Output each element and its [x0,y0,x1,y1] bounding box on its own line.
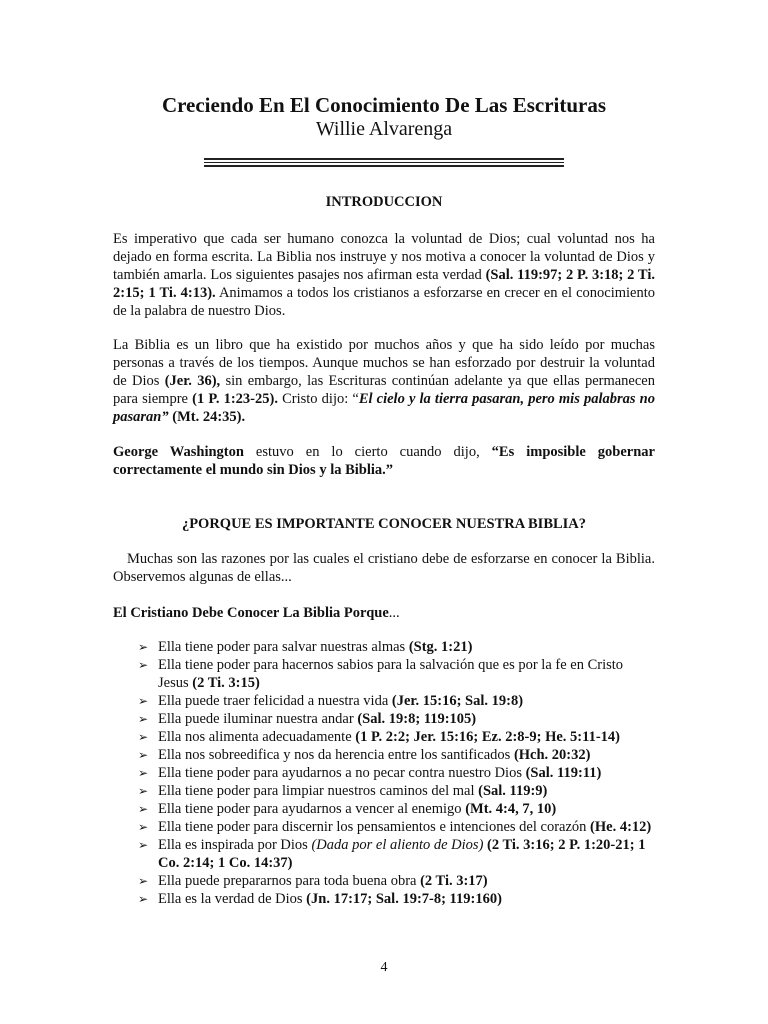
list-item-note: (Dada por el aliento de Dios) [311,837,484,853]
list-item [138,764,656,782]
scripture-reference: (He. 4:12) [590,819,652,835]
scripture-reference: (2 Ti. 3:15) [192,675,260,691]
arrow-bullet-icon: ➢ [138,748,149,762]
list-item [138,836,656,872]
list-item-text: Ella tiene poder para hacernos sabios para la salvación que es por la fe en Cristo Jesus [158,657,624,691]
list-item [138,728,656,746]
arrow-bullet-icon: ➢ [138,838,149,852]
list-item-text: Ella es inspirada por Dios [158,837,312,853]
quoted-person: George Washington [113,444,244,460]
arrow-bullet-icon: ➢ [138,874,149,888]
scripture-reference: (Jer. 15:16; Sal. 19:8) [391,693,524,709]
list-item [138,638,656,656]
arrow-bullet-icon: ➢ [138,784,149,798]
list-item [138,692,656,710]
list-item [138,710,656,728]
paragraph-text: sin embargo, las Escrituras continúan adelante ya que ellas permanecen para siempre [113,373,655,407]
list-item-text: Ella puede prepararnos para toda buena obra [158,873,421,889]
arrow-bullet-icon: ➢ [138,640,149,654]
list-item-text: Ella nos alimenta adecuadamente [158,729,356,745]
list-item [138,890,656,908]
scripture-reference: (Mt. 24:35). [168,409,246,425]
arrow-bullet-icon: ➢ [138,712,149,726]
scripture-reference: (1 P. 1:23-25). [192,391,278,407]
scripture-reference: (Jn. 17:17; Sal. 19:7-8; 119:160) [306,891,502,907]
title-divider [204,165,564,167]
scripture-reference: (1 P. 2:2; Jer. 15:16; Ez. 2:8-9; He. 5:11-14) [355,729,620,745]
list-item-text: Ella tiene poder para limpiar nuestros caminos del mal [158,783,479,799]
list-item-text: Ella puede iluminar nuestra andar [158,711,358,727]
scripture-reference: (Stg. 1:21) [408,639,473,655]
scripture-reference: (2 Ti. 3:16; 2 P. 1:20-21; 1 Co. 2:14; 1 Co. 14:37) [158,837,646,871]
arrow-bullet-icon: ➢ [138,766,149,780]
scripture-reference: (Hch. 20:32) [513,747,591,763]
scripture-reference: (Sal. 19:8; 119:105) [357,711,477,727]
title-divider [204,158,564,160]
paragraph-text: La Biblia es un libro que ha existido por muchos años y que ha sido leído por muchas personas a través de los tiempos. Aunque muchos se han esforzado por destruir la voluntad de Dios [113,337,655,389]
page-number: 4 [380,960,388,975]
intro-paragraph-3 [113,443,655,479]
list-item [138,818,656,836]
scripture-reference: (Sal. 119:11) [525,765,602,781]
subsection-title-ellipsis: ... [388,605,400,621]
list-item-text: Ella tiene poder para ayudarnos a no pecar contra nuestro Dios [158,765,526,781]
arrow-bullet-icon: ➢ [138,820,149,834]
list-item-text: Ella puede traer felicidad a nuestra vida [158,693,392,709]
paragraph-text: Cristo dijo: “ [277,391,359,407]
section-paragraph: Muchas son las razones por las cuales el cristiano debe de esforzarse en conocer la Biblia. Observemos algunas de ellas... [113,551,655,585]
list-item [138,656,656,692]
arrow-bullet-icon: ➢ [138,892,149,906]
document-author: Willie Alvarenga [315,118,453,140]
subsection-title [113,604,400,622]
list-item-text: Ella tiene poder para discernir los pensamientos e intenciones del corazón [158,819,591,835]
title-divider [204,162,564,163]
section-heading: ¿PORQUE ES IMPORTANTE CONOCER NUESTRA BIBLIA? [181,516,587,532]
reasons-list [138,638,656,908]
list-item-text: Ella tiene poder para ayudarnos a vencer al enemigo [158,801,466,817]
list-item [138,746,656,764]
intro-heading: INTRODUCCION [325,194,443,210]
subsection-title-text: El Cristiano Debe Conocer La Biblia Porque [113,605,389,621]
list-item-text: Ella tiene poder para salvar nuestras almas [158,639,409,655]
scripture-reference: (2 Ti. 3:17) [420,873,488,889]
paragraph-text: Animamos a todos los cristianos a esforzarse en crecer en el conocimiento de la palabra de nuestro Dios. [113,285,655,319]
paragraph-text: Es imperativo que cada ser humano conozca la voluntad de Dios; cual voluntad nos ha dejado en forma escrita. La Biblia nos instruye y nos motiva a conocer la voluntad de Dios y también amarla. Los siguientes pasajes nos afirman esta verdad [113,231,655,283]
scripture-reference: (Mt. 4:4, 7, 10) [465,801,557,817]
arrow-bullet-icon: ➢ [138,694,149,708]
list-item [138,872,656,890]
arrow-bullet-icon: ➢ [138,658,149,672]
document-title: Creciendo En El Conocimiento De Las Escrituras [161,93,607,117]
paragraph-text: estuvo en lo cierto cuando dijo, [243,444,492,460]
list-item-text: Ella nos sobreedifica y nos da herencia entre los santificados [158,747,514,763]
list-item [138,782,656,800]
scripture-reference: (Jer. 36), [164,373,221,389]
washington-quote: “Es imposible gobernar correctamente el mundo sin Dios y la Biblia.” [113,444,655,478]
christ-quote: El cielo y la tierra pasaran, pero mis palabras no pasaran” [113,391,655,425]
arrow-bullet-icon: ➢ [138,730,149,744]
list-item-text: Ella es la verdad de Dios [158,891,307,907]
intro-paragraph-1 [113,230,655,320]
list-item [138,800,656,818]
scripture-reference: (Sal. 119:97; 2 P. 3:18; 2 Ti. 2:15; 1 Ti. 4:13). [113,267,655,301]
arrow-bullet-icon: ➢ [138,802,149,816]
scripture-reference: (Sal. 119:9) [478,783,548,799]
intro-paragraph-2 [113,336,655,426]
